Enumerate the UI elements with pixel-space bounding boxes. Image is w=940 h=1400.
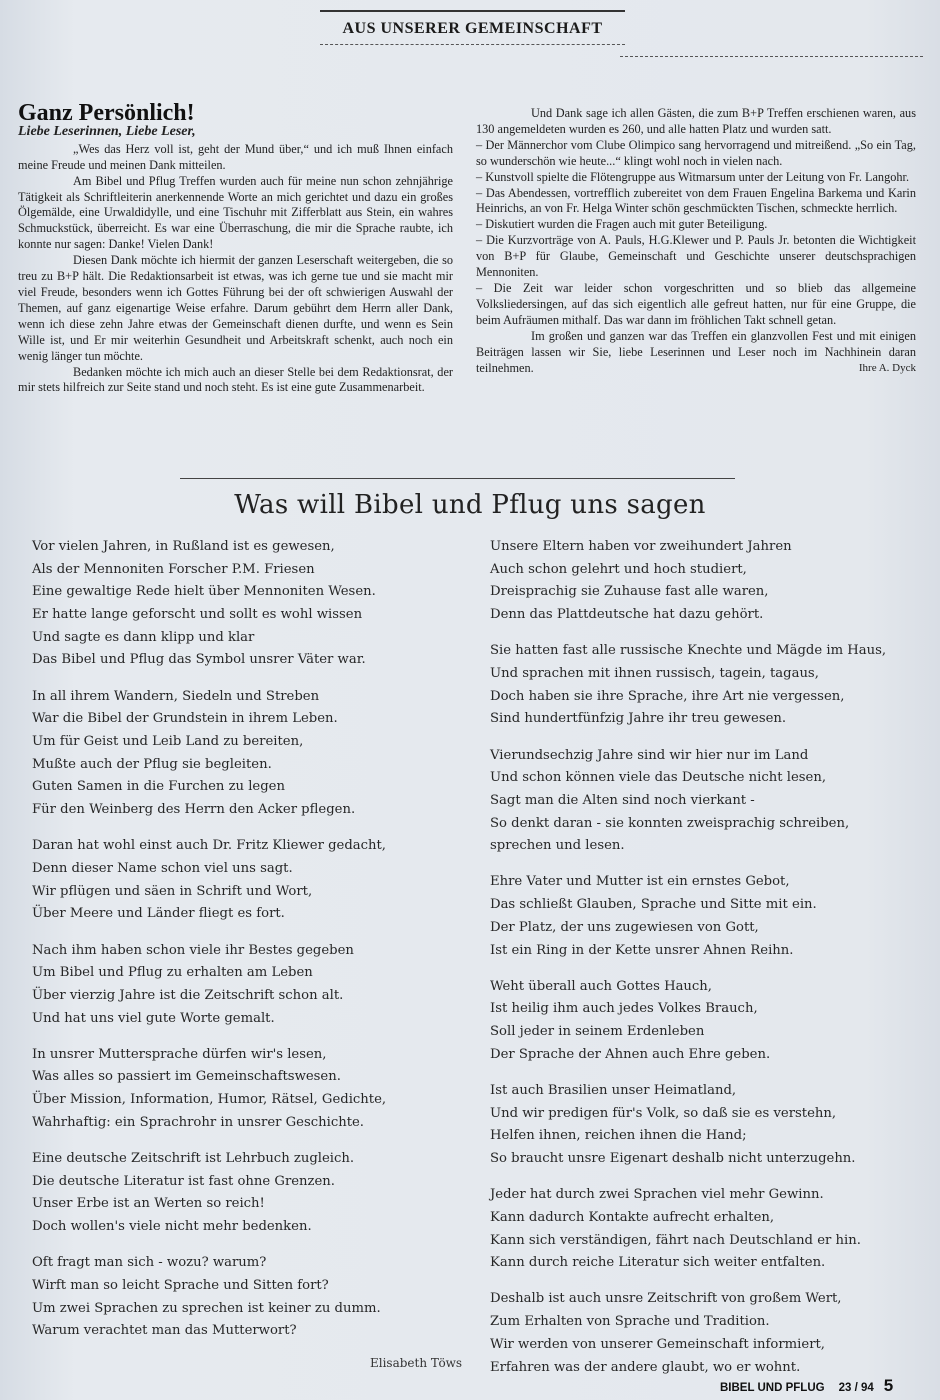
publication-name: BIBEL UND PFLUG: [720, 1382, 825, 1394]
article-title: Ganz Persönlich!: [18, 100, 195, 126]
poem-line: Der Platz, der uns zugewiesen von Gott,: [490, 919, 759, 935]
poem-stanza: [490, 1080, 920, 1171]
poem-line: Auch schon gelehrt und hoch studiert,: [490, 561, 747, 577]
poem-line: Zum Erhalten von Sprache und Tradition.: [490, 1314, 770, 1330]
poem-line: Denn dieser Name schon viel uns sagt.: [32, 860, 293, 876]
article-paragraph: Am Bibel und Pflug Treffen wurden auch für meine nun schon zehnjährige Tätigkeit als Schriftleiterin anerkennende Worte an mich gerichtet und dazu ein großes Ölgemälde, eine Urwaldidylle, und eine Tischuhr mit Zifferblatt aus Stein, ein wahres Schmuckstück, überreicht. Es war eine Überraschung, die mir die Sprache raubte, ich konnte nur sagen: Danke! Vielen Dank!: [18, 173, 453, 252]
poem-line: Ehre Vater und Mutter ist ein ernstes Gebot,: [490, 874, 790, 890]
poem-line: Vor vielen Jahren, in Rußland ist es gewesen,: [32, 539, 335, 554]
poem-line: In all ihrem Wandern, Siedeln und Streben: [32, 688, 320, 704]
poem-line: Denn das Plattdeutsche hat dazu gehört.: [490, 607, 764, 623]
poem-line: Wirft man so leicht Sprache und Sitten fort?: [32, 1277, 329, 1293]
poem-line: Daran hat wohl einst auch Dr. Fritz Kliewer gedacht,: [32, 838, 386, 854]
poem-line: Vierundsechzig Jahre sind wir hier nur im Land: [490, 747, 809, 763]
poem-line: Guten Samen in die Furchen zu legen: [32, 779, 285, 795]
poem-line: Die deutsche Literatur ist fast ohne Grenzen.: [32, 1173, 335, 1189]
article-paragraph: – Kunstvoll spielte die Flötengruppe aus Witmarsum unter der Leitung von Fr. Langohr.: [476, 169, 910, 184]
poem-line: Ist ein Ring in der Kette unsrer Ahnen Reihn.: [490, 942, 794, 958]
poem-stanza: [32, 940, 462, 1031]
poem-stanza: [490, 745, 920, 858]
poem-line: sprechen und lesen.: [490, 838, 625, 854]
poem-line: Soll jeder in seinem Erdenleben: [490, 1024, 705, 1040]
poem-line: Über Meere und Länder fliegt es fort.: [32, 906, 285, 922]
poem-line: Doch haben sie ihre Sprache, ihre Art nie vergessen,: [490, 688, 845, 704]
poem-line: Und sagte es dann klipp und klar: [32, 629, 255, 645]
poem-title: Was will Bibel und Pflug uns sagen: [234, 490, 706, 520]
poem-line: Ist auch Brasilien unser Heimatland,: [490, 1082, 737, 1098]
article-paragraph: – Die Kurzvorträge von A. Pauls, H.G.Klewer und P. Pauls Jr. betonten die Wichtigkeit von B+P für Glaube, Gemeinschaft und Geschichte unserer deutschsprachigen Mennoniten.: [476, 233, 916, 280]
poem-stanza: [490, 871, 920, 962]
poem-line: Helfen ihnen, reichen ihnen die Hand;: [490, 1128, 747, 1144]
article-paragraph: – Der Männerchor vom Clube Olimpico sang hervorragend und mitreißend. „So ein Tag, so wunderschön wie heute...“ klingt wohl noch in vielen nach.: [476, 137, 916, 168]
poem-line: Sagt man die Alten sind noch vierkant -: [490, 792, 755, 808]
article-left-column: [18, 100, 453, 396]
section-header: AUS UNSERER GEMEINSCHAFT: [320, 10, 625, 45]
poem-line: Doch wollen's viele nicht mehr bedenken.: [32, 1219, 312, 1235]
poem-line: Und hat uns viel gute Worte gemalt.: [32, 1010, 275, 1026]
article-paragraph: Diesen Dank möchte ich hiermit der ganzen Leserschaft weitergeben, die so treu zu B+P hält. Die Redaktionsarbeit ist etwas, was ich gerne tue und sie macht mir viel Freude, besonders wenn ich Gottes Führung bei der oft schwierigen Auswahl der Themen, auf ganz eigenartige Weise erfahre. Darum gebührt dem Herrn aller Dank, wenn ich diese zehn Jahre etwas der Gemeinschaft dienen durfte, und wenn es Sein Wille ist, und Er mir weiterhin Gesundheit und Arbeitskraft schenkt, auch noch ein wenig länger tun möchte.: [18, 253, 453, 363]
poem-stanza: [490, 536, 920, 627]
poem-line: Erfahren was der andere glaubt, wo er wohnt.: [490, 1359, 801, 1375]
poem-line: Wahrhaftig: ein Sprachrohr in unsrer Geschichte.: [32, 1114, 364, 1130]
poem-line: Kann dadurch Kontakte aufrecht erhalten,: [490, 1209, 775, 1225]
poem-line: Sind hundertfünfzig Jahre ihr treu gewesen.: [490, 711, 787, 727]
article-paragraph: Und Dank sage ich allen Gästen, die zum B+P Treffen erschienen waren, aus 130 angemeldeten wurden es 260, und alle hatten Platz und wurden satt.: [476, 106, 916, 136]
poem-stanza: [490, 976, 920, 1067]
article-salutation: Liebe Leserinnen, Liebe Leser,: [18, 123, 196, 139]
poem-line: Der Sprache der Ahnen auch Ehre geben.: [490, 1046, 771, 1062]
article-paragraph: Im großen und ganzen war das Treffen ein glanzvollen Fest und mit einigen Beiträgen lassen wir Sie, liebe Leserinnen und Leser noch im Nachhinein daran teilnehmen.: [476, 328, 916, 375]
poem-line: Was alles so passiert im Gemeinschaftswesen.: [32, 1069, 341, 1085]
article-right-column: [476, 106, 916, 377]
article-paragraph: „Wes das Herz voll ist, geht der Mund über,“ und ich muß Ihnen einfach meine Freude und meinen Dank mitteilen.: [18, 141, 453, 172]
poem-line: Um zwei Sprachen zu sprechen ist keiner zu dumm.: [32, 1300, 381, 1316]
poem-stanza: [32, 1252, 462, 1343]
poem-line: Warum verachtet man das Mutterwort?: [32, 1323, 297, 1339]
poem-stanza: [32, 1044, 462, 1135]
poem-stanza: [32, 1148, 462, 1239]
poem-author: Elisabeth Töws: [370, 1356, 463, 1370]
article-paragraph: – Die Zeit war leider schon vorgeschritten und so blieb das allgemeine Volksliedersingen, auf das sich eigentlich alle gefreut hatten, nur für eine Gruppe, die beim Aufräumen mithalf. Das war dann im fröhlichen Takt schnell getan.: [476, 280, 916, 327]
poem-line: Als der Mennoniten Forscher P.M. Friesen: [32, 561, 315, 577]
poem-stanza: [490, 640, 920, 731]
poem-line: Nach ihm haben schon viele ihr Bestes gegeben: [32, 942, 354, 958]
article-paragraph: – Das Abendessen, vortrefflich zubereitet von dem Frauen Engelina Barkema und Karin Heinrichs, an von Fr. Helga Winter schön geschmückten Tischen, schmeckte herrlich.: [476, 185, 916, 216]
poem-line: Dreisprachig sie Zuhause fast alle waren,: [490, 584, 769, 600]
article-paragraph: – Diskutiert wurden die Fragen auch mit guter Beteiligung.: [476, 217, 768, 232]
page-number: 5: [883, 1376, 894, 1395]
poem-line: Um Bibel und Pflug zu erhalten am Leben: [32, 965, 313, 981]
poem-line: Ist heilig ihm auch jedes Volkes Brauch,: [490, 1001, 758, 1017]
poem-line: Sie hatten fast alle russische Knechte und Mägde im Haus,: [490, 643, 887, 659]
poem-stanza: [490, 1184, 920, 1275]
poem-line: Um für Geist und Leib Land zu bereiten,: [32, 734, 304, 749]
poem-line: Kann durch reiche Literatur sich weiter entfalten.: [490, 1255, 826, 1271]
poem-line: Mußte auch der Pflug sie begleiten.: [32, 756, 272, 772]
article-signature: Ihre A. Dyck: [858, 362, 916, 375]
section-header-rule: [620, 56, 923, 57]
poem-line: Deshalb ist auch unsre Zeitschrift von großem Wert,: [490, 1291, 842, 1307]
poem-line: Und sprachen mit ihnen russisch, tagein, tagaus,: [490, 665, 819, 681]
poem-line: Das schließt Glauben, Sprache und Sitte mit ein.: [490, 897, 817, 913]
poem-line: Weht überall auch Gottes Hauch,: [490, 978, 712, 994]
poem-line: Und schon können viele das Deutsche nicht lesen,: [490, 770, 827, 786]
poem-line: Jeder hat durch zwei Sprachen viel mehr Gewinn.: [490, 1187, 824, 1203]
poem-line: Er hatte lange geforscht und sollt es wohl wissen: [32, 607, 363, 623]
poem-line: So denkt daran - sie konnten zweisprachig schreiben,: [490, 815, 850, 831]
poem-line: Für den Weinberg des Herrn den Acker pflegen.: [32, 802, 356, 818]
poem-stanza: [32, 536, 462, 672]
poem-stanza: [32, 835, 462, 926]
issue-number: 23 / 94: [838, 1382, 874, 1394]
poem-line: Das Bibel und Pflug das Symbol unsrer Väter war.: [32, 652, 366, 668]
poem-line: Über Mission, Information, Humor, Rätsel, Gedichte,: [32, 1092, 387, 1108]
poem-line: So braucht unsre Eigenart deshalb nicht unterzugehn.: [490, 1151, 856, 1166]
article-paragraph: Bedanken möchte ich mich auch an dieser Stelle bei dem Redaktionsrat, der mir stets hilfreich zur Seite stand und noch steht. Es ist eine gute Zusammenarbeit.: [18, 364, 453, 395]
poem-line: Über vierzig Jahre ist die Zeitschrift schon alt.: [32, 987, 344, 1003]
poem-stanza: [490, 1288, 920, 1379]
poem-line: Eine gewaltige Rede hielt über Mennoniten Wesen.: [32, 584, 376, 600]
poem-left-column: [32, 536, 462, 1357]
page-footer: [720, 1376, 925, 1396]
poem-stanza: [32, 686, 462, 822]
poem-line: Wir werden von unserer Gemeinschaft informiert,: [490, 1336, 825, 1352]
poem-line: Unser Erbe ist an Werten so reich!: [32, 1196, 265, 1212]
poem-right-column: [490, 536, 920, 1393]
poem-line: Kann sich verständigen, fährt nach Deutschland er hin.: [490, 1232, 861, 1248]
poem-line: Eine deutsche Zeitschrift ist Lehrbuch zugleich.: [32, 1151, 355, 1166]
poem-line: Unsere Eltern haben vor zweihundert Jahren: [490, 539, 792, 554]
poem-line: Und wir predigen für's Volk, so daß sie es verstehn,: [490, 1105, 837, 1121]
poem-line: Wir pflügen und säen in Schrift und Wort,: [32, 883, 313, 899]
poem-line: Oft fragt man sich - wozu? warum?: [32, 1255, 267, 1271]
poem-line: War die Bibel der Grundstein in ihrem Leben.: [32, 711, 338, 727]
section-divider: [180, 478, 735, 479]
poem-line: In unsrer Muttersprache dürfen wir's lesen,: [32, 1046, 327, 1062]
